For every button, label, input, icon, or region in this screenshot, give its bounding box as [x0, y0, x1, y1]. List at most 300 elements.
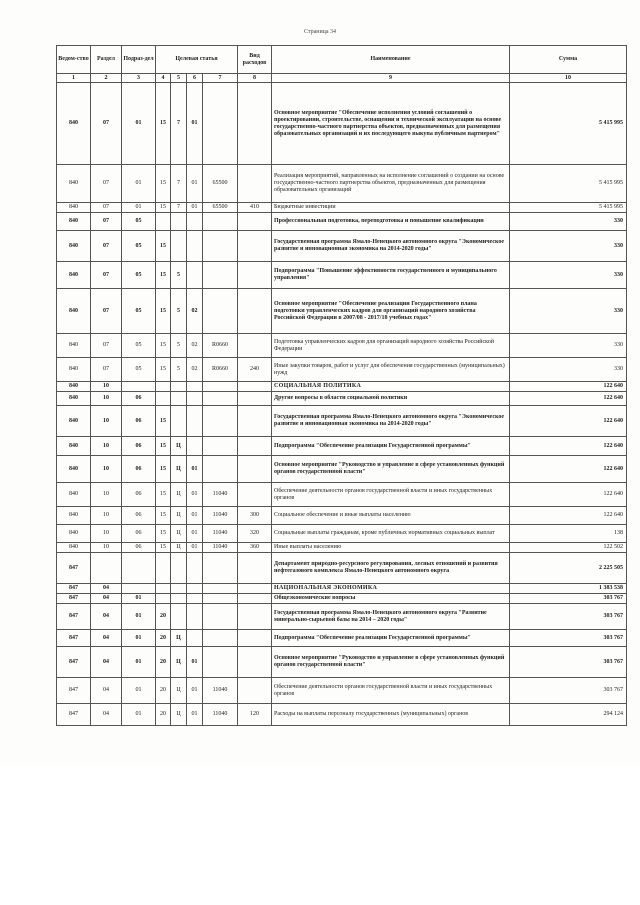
- col-number: 4: [156, 74, 171, 83]
- cell-name: Общеэкономические вопросы: [272, 594, 510, 604]
- table-row: [57, 678, 627, 704]
- cell-podrazdel: 01: [122, 594, 156, 604]
- column-number-row: [57, 74, 627, 83]
- table-row: [57, 553, 627, 584]
- cell-cel-1: [156, 594, 171, 604]
- cell-name: Государственная программа Ямало-Ненецкого автономного округа "Экономическое развитие и инновационная экономика на 2014-2020 годы": [272, 406, 510, 437]
- cell-cel-3: 01: [187, 456, 203, 483]
- cell-podrazdel: 01: [122, 604, 156, 630]
- table-row: [57, 231, 627, 262]
- cell-sum: 5 415 995: [510, 165, 627, 203]
- cell-cel-1: 15: [156, 406, 171, 437]
- cell-name: Другие вопросы в области социальной политики: [272, 392, 510, 406]
- cell-podrazdel: 06: [122, 456, 156, 483]
- cell-cel-3: [187, 392, 203, 406]
- cell-sum: 303 767: [510, 630, 627, 647]
- cell-podrazdel: 06: [122, 406, 156, 437]
- cell-sum: 2 225 505: [510, 553, 627, 584]
- cell-cel-2: 7: [171, 203, 187, 213]
- cell-cel-3: 01: [187, 525, 203, 543]
- cell-cel-1: 15: [156, 507, 171, 525]
- cell-cel-4: R0660: [203, 358, 238, 382]
- cell-ved: 840: [57, 165, 91, 203]
- col-number: 3: [122, 74, 156, 83]
- cell-ved: 840: [57, 334, 91, 358]
- cell-name: Основное мероприятие "Обеспечение реализации Государственного плана подготовки управленческих кадров для организаций народного хозяйства Российской Федерации в 2007/08 - 2017/18 учебных годах": [272, 289, 510, 334]
- cell-name: Профессиональная подготовка, переподготовка и повышение квалификации: [272, 213, 510, 231]
- cell-razdel: 07: [91, 289, 122, 334]
- cell-cel-4: 65500: [203, 203, 238, 213]
- cell-sum: 330: [510, 262, 627, 289]
- cell-ved: 840: [57, 289, 91, 334]
- cell-name: Основное мероприятие "Обеспечение исполнения условий соглашений о проектировании, строительстве, оснащении и технической эксплуатации на основе государственно-частного партнерства объектов, предназначенных для размещения образовательных организаций и их последующего выкупа публичным партнером": [272, 83, 510, 165]
- cell-ved: 840: [57, 507, 91, 525]
- cell-cel-3: 01: [187, 507, 203, 525]
- cell-name: Основное мероприятие "Руководство и управление в сфере установленных функций органов государственной власти": [272, 647, 510, 678]
- cell-vid: 320: [238, 525, 272, 543]
- cell-podrazdel: [122, 382, 156, 392]
- cell-cel-4: [203, 437, 238, 456]
- cell-cel-1: 15: [156, 334, 171, 358]
- cell-cel-2: Ц: [171, 630, 187, 647]
- cell-cel-2: [171, 392, 187, 406]
- cell-cel-2: Ц: [171, 525, 187, 543]
- cell-ved: 840: [57, 543, 91, 553]
- table-row: [57, 525, 627, 543]
- cell-razdel: 07: [91, 165, 122, 203]
- cell-name: Государственная программа Ямало-Ненецкого автономного округа "Экономическое развитие и инновационная экономика на 2014-2020 годы": [272, 231, 510, 262]
- cell-name: Социальные выплаты гражданам, кроме публичных нормативных социальных выплат: [272, 525, 510, 543]
- cell-cel-3: [187, 406, 203, 437]
- cell-cel-4: [203, 213, 238, 231]
- cell-razdel: 04: [91, 647, 122, 678]
- cell-vid: [238, 604, 272, 630]
- table-row: [57, 630, 627, 647]
- cell-cel-3: 01: [187, 678, 203, 704]
- cell-name: Реализация мероприятий, направленных на исполнение соглашений о создании на основе государственно-частного партнерства объектов, предназначенных для размещения образовательных организаций: [272, 165, 510, 203]
- cell-cel-2: Ц: [171, 678, 187, 704]
- cell-ved: 847: [57, 604, 91, 630]
- cell-vid: [238, 289, 272, 334]
- header-podrazdel: Подраз-дел: [122, 46, 156, 74]
- cell-cel-4: 11040: [203, 525, 238, 543]
- table-row: [57, 483, 627, 507]
- cell-podrazdel: 05: [122, 289, 156, 334]
- col-number: 5: [171, 74, 187, 83]
- cell-sum: 330: [510, 231, 627, 262]
- cell-cel-2: Ц: [171, 543, 187, 553]
- cell-razdel: 10: [91, 507, 122, 525]
- cell-cel-4: [203, 231, 238, 262]
- cell-sum: 303 767: [510, 594, 627, 604]
- header-name: Наименование: [272, 46, 510, 74]
- cell-ved: 840: [57, 525, 91, 543]
- cell-razdel: [91, 553, 122, 584]
- cell-vid: 240: [238, 358, 272, 382]
- cell-cel-2: [171, 382, 187, 392]
- cell-podrazdel: 05: [122, 334, 156, 358]
- table-row: [57, 262, 627, 289]
- cell-podrazdel: 06: [122, 507, 156, 525]
- cell-cel-4: [203, 456, 238, 483]
- cell-cel-3: 01: [187, 647, 203, 678]
- cell-sum: 138: [510, 525, 627, 543]
- cell-sum: 122 640: [510, 382, 627, 392]
- cell-cel-4: [203, 604, 238, 630]
- cell-cel-1: [156, 584, 171, 594]
- cell-sum: 303 767: [510, 678, 627, 704]
- cell-vid: 300: [238, 507, 272, 525]
- cell-ved: 840: [57, 231, 91, 262]
- cell-cel-1: 15: [156, 231, 171, 262]
- cell-podrazdel: 05: [122, 358, 156, 382]
- cell-cel-3: [187, 382, 203, 392]
- cell-cel-4: 11040: [203, 543, 238, 553]
- cell-cel-2: Ц: [171, 456, 187, 483]
- cell-cel-3: 01: [187, 483, 203, 507]
- cell-vid: [238, 334, 272, 358]
- cell-cel-2: [171, 231, 187, 262]
- cell-ved: 840: [57, 83, 91, 165]
- cell-cel-1: [156, 213, 171, 231]
- cell-cel-1: 20: [156, 678, 171, 704]
- cell-vid: [238, 382, 272, 392]
- cell-sum: 294 124: [510, 704, 627, 726]
- cell-vid: [238, 437, 272, 456]
- cell-cel-1: 20: [156, 604, 171, 630]
- cell-podrazdel: 01: [122, 203, 156, 213]
- cell-sum: 122 640: [510, 437, 627, 456]
- cell-vid: [238, 262, 272, 289]
- col-number: 10: [510, 74, 627, 83]
- cell-ved: 847: [57, 553, 91, 584]
- cell-cel-2: [171, 594, 187, 604]
- cell-cel-3: [187, 262, 203, 289]
- cell-cel-1: 15: [156, 456, 171, 483]
- cell-cel-3: 01: [187, 203, 203, 213]
- cell-cel-4: 11040: [203, 507, 238, 525]
- cell-sum: 122 640: [510, 456, 627, 483]
- cell-cel-3: 02: [187, 358, 203, 382]
- cell-cel-1: 15: [156, 203, 171, 213]
- cell-cel-1: 15: [156, 289, 171, 334]
- cell-cel-4: [203, 382, 238, 392]
- cell-cel-4: [203, 83, 238, 165]
- cell-vid: 360: [238, 543, 272, 553]
- cell-podrazdel: 01: [122, 704, 156, 726]
- cell-cel-3: 02: [187, 334, 203, 358]
- cell-cel-2: [171, 604, 187, 630]
- cell-cel-4: [203, 406, 238, 437]
- cell-sum: 330: [510, 213, 627, 231]
- cell-cel-1: 20: [156, 647, 171, 678]
- cell-cel-1: 15: [156, 83, 171, 165]
- cell-sum: 330: [510, 289, 627, 334]
- cell-podrazdel: 05: [122, 231, 156, 262]
- cell-ved: 847: [57, 594, 91, 604]
- table-row: [57, 456, 627, 483]
- cell-cel-4: [203, 262, 238, 289]
- cell-sum: 122 640: [510, 483, 627, 507]
- cell-cel-1: [156, 382, 171, 392]
- cell-cel-2: Ц: [171, 437, 187, 456]
- cell-ved: 840: [57, 406, 91, 437]
- col-number: 1: [57, 74, 91, 83]
- cell-ved: 840: [57, 203, 91, 213]
- cell-ved: 840: [57, 213, 91, 231]
- cell-razdel: 10: [91, 456, 122, 483]
- cell-cel-1: 20: [156, 630, 171, 647]
- cell-podrazdel: 01: [122, 630, 156, 647]
- cell-cel-4: 65500: [203, 165, 238, 203]
- header-sum: Сумма: [510, 46, 627, 74]
- cell-cel-4: 11040: [203, 678, 238, 704]
- cell-sum: 303 767: [510, 604, 627, 630]
- cell-razdel: 04: [91, 678, 122, 704]
- col-number: 6: [187, 74, 203, 83]
- cell-sum: 5 415 995: [510, 203, 627, 213]
- cell-name: Подпрограмма "Обеспечение реализации Государственной программы": [272, 630, 510, 647]
- cell-cel-2: [171, 406, 187, 437]
- table-row: [57, 289, 627, 334]
- cell-razdel: 07: [91, 83, 122, 165]
- cell-name: Подпрограмма "Обеспечение реализации Государственной программы": [272, 437, 510, 456]
- cell-cel-1: 15: [156, 437, 171, 456]
- table-row: [57, 594, 627, 604]
- table-row: [57, 358, 627, 382]
- cell-ved: 840: [57, 483, 91, 507]
- cell-cel-1: 15: [156, 543, 171, 553]
- cell-podrazdel: 06: [122, 483, 156, 507]
- cell-razdel: 10: [91, 483, 122, 507]
- cell-name: Государственная программа Ямало-Ненецкого автономного округа "Развитие минерально-сырьевой базы на 2014 – 2020 годы": [272, 604, 510, 630]
- cell-cel-4: [203, 594, 238, 604]
- cell-podrazdel: 05: [122, 213, 156, 231]
- cell-razdel: 04: [91, 704, 122, 726]
- cell-razdel: 07: [91, 231, 122, 262]
- cell-cel-1: 15: [156, 262, 171, 289]
- table-row: [57, 392, 627, 406]
- cell-razdel: 10: [91, 382, 122, 392]
- table-row: [57, 382, 627, 392]
- cell-cel-3: 01: [187, 165, 203, 203]
- cell-sum: 122 640: [510, 392, 627, 406]
- cell-ved: 840: [57, 358, 91, 382]
- cell-podrazdel: 05: [122, 262, 156, 289]
- cell-cel-3: 01: [187, 543, 203, 553]
- cell-cel-3: [187, 437, 203, 456]
- cell-cel-4: [203, 289, 238, 334]
- col-number: 9: [272, 74, 510, 83]
- cell-ved: 840: [57, 437, 91, 456]
- cell-name: Социальное обеспечение и иные выплаты населению: [272, 507, 510, 525]
- cell-vid: [238, 213, 272, 231]
- cell-cel-2: 5: [171, 262, 187, 289]
- cell-cel-3: [187, 630, 203, 647]
- header-razdel: Раздел: [91, 46, 122, 74]
- cell-cel-3: [187, 604, 203, 630]
- cell-cel-2: Ц: [171, 704, 187, 726]
- cell-podrazdel: 06: [122, 543, 156, 553]
- cell-ved: 840: [57, 456, 91, 483]
- cell-vid: [238, 647, 272, 678]
- cell-cel-4: R0660: [203, 334, 238, 358]
- cell-cel-2: Ц: [171, 483, 187, 507]
- cell-cel-1: [156, 392, 171, 406]
- cell-cel-2: 7: [171, 83, 187, 165]
- cell-cel-3: [187, 231, 203, 262]
- cell-sum: 122 640: [510, 406, 627, 437]
- cell-cel-2: 5: [171, 334, 187, 358]
- cell-vid: [238, 630, 272, 647]
- cell-name: Департамент природно-ресурсного регулирования, лесных отношений и развития нефтегазового комплекса Ямало-Ненецкого автономного округа: [272, 553, 510, 584]
- cell-cel-2: [171, 553, 187, 584]
- cell-sum: 303 767: [510, 647, 627, 678]
- cell-sum: 122 640: [510, 507, 627, 525]
- cell-razdel: 07: [91, 334, 122, 358]
- cell-sum: 330: [510, 334, 627, 358]
- cell-razdel: 04: [91, 594, 122, 604]
- cell-cel-3: [187, 594, 203, 604]
- table-row: [57, 203, 627, 213]
- cell-cel-4: [203, 553, 238, 584]
- cell-razdel: 07: [91, 203, 122, 213]
- table-row: [57, 83, 627, 165]
- cell-name: Подготовка управленческих кадров для организаций народного хозяйства Российской Федерации: [272, 334, 510, 358]
- table-body: [57, 83, 627, 726]
- cell-ved: 847: [57, 647, 91, 678]
- cell-name: Обеспечение деятельности органов государственной власти и иных государственных органов: [272, 483, 510, 507]
- cell-sum: 5 415 995: [510, 83, 627, 165]
- cell-vid: [238, 83, 272, 165]
- cell-podrazdel: 01: [122, 647, 156, 678]
- cell-cel-4: [203, 630, 238, 647]
- cell-razdel: 10: [91, 437, 122, 456]
- cell-cel-1: 15: [156, 483, 171, 507]
- cell-cel-2: Ц: [171, 647, 187, 678]
- cell-name: Иные выплаты населению: [272, 543, 510, 553]
- cell-podrazdel: [122, 584, 156, 594]
- col-number: 2: [91, 74, 122, 83]
- cell-vid: 410: [238, 203, 272, 213]
- cell-cel-4: 11040: [203, 704, 238, 726]
- cell-ved: 840: [57, 382, 91, 392]
- table-row: [57, 165, 627, 203]
- cell-vid: [238, 594, 272, 604]
- cell-cel-4: [203, 392, 238, 406]
- header-ved: Ведом-ство: [57, 46, 91, 74]
- cell-podrazdel: 01: [122, 165, 156, 203]
- header-cel: Целевая статья: [156, 46, 238, 74]
- cell-cel-4: [203, 647, 238, 678]
- budget-table: [56, 45, 627, 726]
- cell-cel-3: [187, 553, 203, 584]
- cell-vid: [238, 392, 272, 406]
- cell-cel-3: 02: [187, 289, 203, 334]
- header-vid: Вид расходов: [238, 46, 272, 74]
- cell-ved: 840: [57, 262, 91, 289]
- header-row: [57, 46, 627, 74]
- cell-razdel: 10: [91, 525, 122, 543]
- cell-name: Основное мероприятие "Руководство и управление в сфере установленных функций органов государственной власти": [272, 456, 510, 483]
- cell-cel-2: 5: [171, 289, 187, 334]
- cell-podrazdel: 06: [122, 437, 156, 456]
- cell-razdel: 10: [91, 392, 122, 406]
- cell-razdel: 04: [91, 604, 122, 630]
- table-row: [57, 584, 627, 594]
- cell-vid: [238, 231, 272, 262]
- cell-razdel: 10: [91, 406, 122, 437]
- page-label: Страница 34: [303, 29, 337, 35]
- cell-vid: [238, 553, 272, 584]
- cell-name: СОЦИАЛЬНАЯ ПОЛИТИКА: [272, 382, 510, 392]
- cell-cel-2: [171, 584, 187, 594]
- cell-name: Подпрограмма "Повышение эффективности государственного и муниципального управления": [272, 262, 510, 289]
- cell-cel-2: [171, 213, 187, 231]
- cell-cel-2: 7: [171, 165, 187, 203]
- cell-vid: [238, 483, 272, 507]
- cell-ved: 840: [57, 392, 91, 406]
- cell-razdel: 04: [91, 584, 122, 594]
- cell-razdel: 07: [91, 358, 122, 382]
- cell-cel-3: 01: [187, 83, 203, 165]
- cell-podrazdel: [122, 553, 156, 584]
- cell-vid: [238, 456, 272, 483]
- cell-ved: 847: [57, 704, 91, 726]
- cell-ved: 847: [57, 678, 91, 704]
- cell-cel-1: 20: [156, 704, 171, 726]
- cell-ved: 847: [57, 584, 91, 594]
- cell-name: Обеспечение деятельности органов государственной власти и иных государственных органов: [272, 678, 510, 704]
- cell-vid: 120: [238, 704, 272, 726]
- cell-cel-3: [187, 213, 203, 231]
- table-row: [57, 704, 627, 726]
- cell-cel-2: 5: [171, 358, 187, 382]
- table-row: [57, 604, 627, 630]
- cell-podrazdel: 06: [122, 392, 156, 406]
- table-row: [57, 437, 627, 456]
- cell-cel-3: [187, 584, 203, 594]
- cell-podrazdel: 01: [122, 678, 156, 704]
- table-row: [57, 406, 627, 437]
- cell-vid: [238, 584, 272, 594]
- table-row: [57, 334, 627, 358]
- col-number: 7: [203, 74, 238, 83]
- cell-cel-1: 15: [156, 165, 171, 203]
- cell-sum: 330: [510, 358, 627, 382]
- cell-ved: 847: [57, 630, 91, 647]
- cell-cel-1: 15: [156, 525, 171, 543]
- cell-vid: [238, 406, 272, 437]
- table-row: [57, 507, 627, 525]
- cell-cel-3: 01: [187, 704, 203, 726]
- cell-name: Расходы на выплаты персоналу государственных (муниципальных) органов: [272, 704, 510, 726]
- cell-name: Бюджетные инвестиции: [272, 203, 510, 213]
- cell-cel-2: Ц: [171, 507, 187, 525]
- table-row: [57, 213, 627, 231]
- cell-name: НАЦИОНАЛЬНАЯ ЭКОНОМИКА: [272, 584, 510, 594]
- cell-podrazdel: 01: [122, 83, 156, 165]
- table-row: [57, 647, 627, 678]
- cell-cel-4: 11040: [203, 483, 238, 507]
- cell-razdel: 07: [91, 262, 122, 289]
- cell-cel-1: [156, 553, 171, 584]
- cell-name: Иные закупки товаров, работ и услуг для обеспечения государственных (муниципальных) нужд: [272, 358, 510, 382]
- cell-podrazdel: 06: [122, 525, 156, 543]
- cell-sum: 1 383 538: [510, 584, 627, 594]
- cell-razdel: 04: [91, 630, 122, 647]
- col-number: 8: [238, 74, 272, 83]
